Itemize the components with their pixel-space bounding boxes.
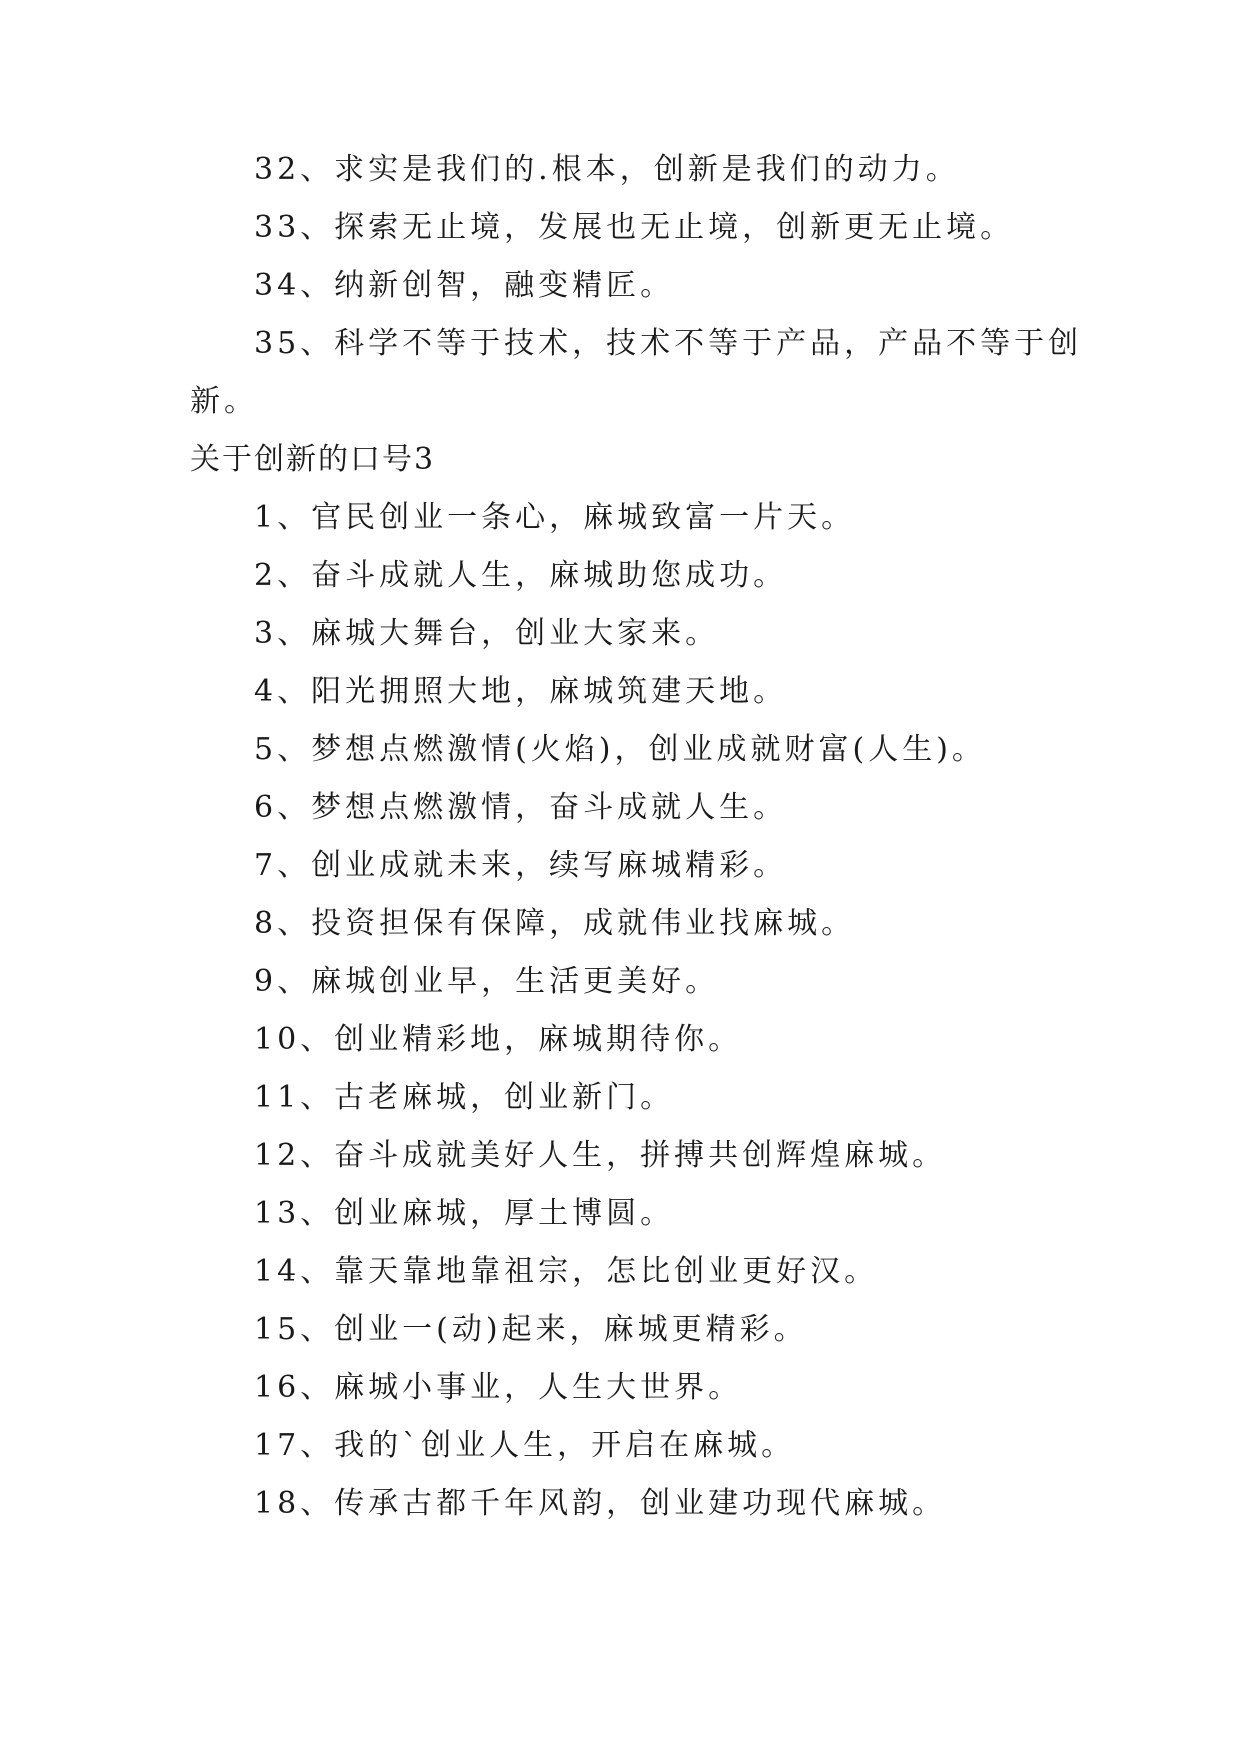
- list-item: 16、麻城小事业，人生大世界。: [254, 1370, 743, 1405]
- list-item: 17、我的`创业人生，开启在麻城。: [254, 1428, 796, 1463]
- slogan-item-35-continuation: 新。: [190, 384, 258, 419]
- list-item: 9、麻城创业早，生活更美好。: [254, 964, 720, 999]
- list-item: 8、投资担保有保障，成就伟业找麻城。: [254, 906, 856, 941]
- slogan-item-32: 32、求实是我们的.根本，创新是我们的动力。: [254, 152, 960, 187]
- list-item: 14、靠天靠地靠祖宗，怎比创业更好汉。: [254, 1254, 879, 1289]
- list-item: 12、奋斗成就美好人生，拼搏共创辉煌麻城。: [254, 1138, 947, 1173]
- list-item: 3、麻城大舞台，创业大家来。: [254, 616, 720, 651]
- slogan-item-33: 33、探索无止境，发展也无止境，创新更无止境。: [254, 210, 1015, 245]
- list-item: 13、创业麻城，厚土博圆。: [254, 1196, 675, 1231]
- slogan-item-35: 35、科学不等于技术，技术不等于产品，产品不等于创: [254, 326, 1083, 361]
- list-item: 6、梦想点燃激情，奋斗成就人生。: [254, 790, 788, 825]
- list-item: 2、奋斗成就人生，麻城助您成功。: [254, 558, 788, 593]
- list-item: 10、创业精彩地，麻城期待你。: [254, 1022, 743, 1057]
- slogan-item-34: 34、纳新创智，融变精匠。: [254, 268, 675, 303]
- list-item: 4、阳光拥照大地，麻城筑建天地。: [254, 674, 788, 709]
- section-heading: 关于创新的口号3: [190, 442, 436, 477]
- list-item: 11、古老麻城，创业新门。: [254, 1080, 675, 1115]
- list-item: 7、创业成就未来，续写麻城精彩。: [254, 848, 788, 883]
- list-item: 1、官民创业一条心，麻城致富一片天。: [254, 500, 856, 535]
- list-item: 5、梦想点燃激情(火焰)，创业成就财富(人生)。: [254, 732, 986, 767]
- list-item: 18、传承古都千年风韵，创业建功现代麻城。: [254, 1486, 947, 1521]
- list-item: 15、创业一(动)起来，麻城更精彩。: [254, 1312, 808, 1347]
